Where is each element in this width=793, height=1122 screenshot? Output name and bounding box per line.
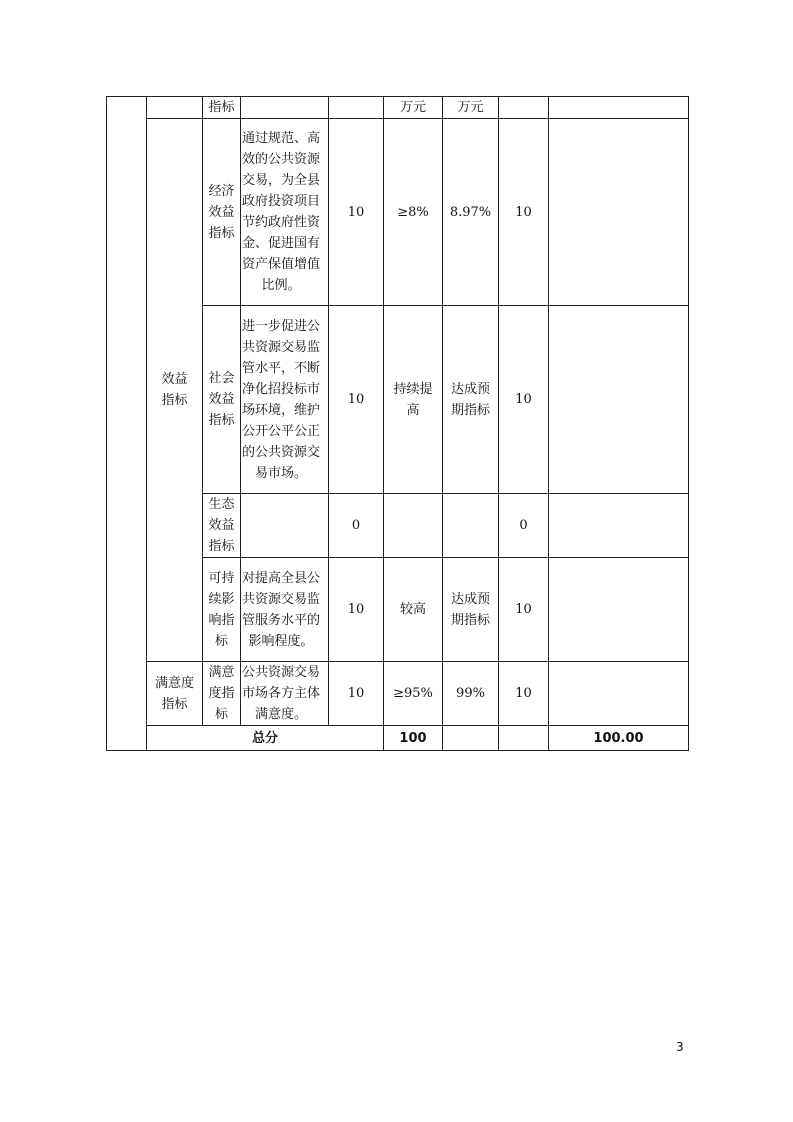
- table-row: [107, 97, 689, 119]
- performance-table: [106, 96, 689, 751]
- description-text: 对提高全县公共资源交易监管服务水平的影响程度。: [241, 570, 320, 649]
- tertiary-label: 可持续影响指标: [208, 570, 235, 649]
- target-cell: 万元: [384, 97, 443, 119]
- got-score-cell: [499, 97, 549, 119]
- score-cell: [329, 97, 384, 119]
- note-cell: [549, 558, 689, 662]
- page-number: 3: [676, 1040, 684, 1054]
- note-cell: [549, 662, 689, 726]
- secondary-label: 满意度指标: [154, 675, 194, 712]
- desc-cell: [241, 97, 329, 119]
- got-score-cell: 0: [499, 494, 549, 558]
- total-score: 100: [384, 726, 443, 751]
- score-cell: 10: [329, 558, 384, 662]
- score-cell: 10: [329, 306, 384, 494]
- target-cell: [384, 306, 443, 494]
- tertiary-indicator: [203, 662, 241, 726]
- tertiary-indicator: [203, 558, 241, 662]
- score-cell: 10: [329, 662, 384, 726]
- score-cell: 0: [329, 494, 384, 558]
- table-row: [107, 662, 689, 726]
- description-text: 进一步促进公共资源交易监管水平，不断净化招投标市场环境，维护公开公平公正的公共资源交易市场。: [241, 318, 320, 481]
- note-cell: [549, 306, 689, 494]
- secondary-indicator-benefit: [147, 119, 203, 662]
- indicator-description: [241, 119, 329, 306]
- secondary-cell: [147, 97, 203, 119]
- actual-text: 达成预期指标: [450, 381, 490, 418]
- target-cell: ≥8%: [384, 119, 443, 306]
- actual-cell: 99%: [443, 662, 499, 726]
- note-cell: [549, 119, 689, 306]
- got-score-cell: 10: [499, 306, 549, 494]
- got-score-cell: 10: [499, 119, 549, 306]
- target-cell: 较高: [384, 558, 443, 662]
- description-text: 通过规范、高效的公共资源交易，为全县政府投资项目节约政府性资金、促进国有资产保值增值比例。: [241, 131, 320, 293]
- tertiary-indicator: [203, 494, 241, 558]
- actual-cell: 万元: [443, 97, 499, 119]
- indicator-description: [241, 306, 329, 494]
- target-text: 持续提高: [393, 381, 433, 418]
- tertiary-cell: 指标: [203, 97, 241, 119]
- got-score-cell: 10: [499, 662, 549, 726]
- actual-cell: [443, 558, 499, 662]
- total-target: [443, 726, 499, 751]
- tertiary-label: 经济效益指标: [208, 183, 235, 241]
- secondary-label: 效益指标: [161, 372, 188, 408]
- total-label: 总分: [147, 726, 384, 751]
- description-text: 公共资源交易市场各方主体满意度。: [241, 665, 320, 722]
- target-cell: ≥95%: [384, 662, 443, 726]
- tertiary-label: 社会效益指标: [208, 371, 235, 428]
- note-cell: [549, 97, 689, 119]
- indicator-description: [241, 494, 329, 558]
- primary-indicator-cell: [107, 97, 147, 751]
- total-row: [107, 726, 689, 751]
- tertiary-indicator: [203, 119, 241, 306]
- total-got-score: 100.00: [549, 726, 689, 751]
- target-cell: [384, 494, 443, 558]
- tertiary-indicator: [203, 306, 241, 494]
- tertiary-label: 生态效益指标: [208, 497, 235, 554]
- secondary-indicator-satisfaction: [147, 662, 203, 726]
- actual-text: 达成预期指标: [450, 591, 490, 628]
- total-actual: [499, 726, 549, 751]
- tertiary-label: 满意度指标: [208, 665, 235, 722]
- score-cell: 10: [329, 119, 384, 306]
- actual-cell: [443, 494, 499, 558]
- table-row: [107, 119, 689, 306]
- note-cell: [549, 494, 689, 558]
- indicator-description: [241, 558, 329, 662]
- got-score-cell: 10: [499, 558, 549, 662]
- actual-cell: 8.97%: [443, 119, 499, 306]
- indicator-description: [241, 662, 329, 726]
- actual-cell: [443, 306, 499, 494]
